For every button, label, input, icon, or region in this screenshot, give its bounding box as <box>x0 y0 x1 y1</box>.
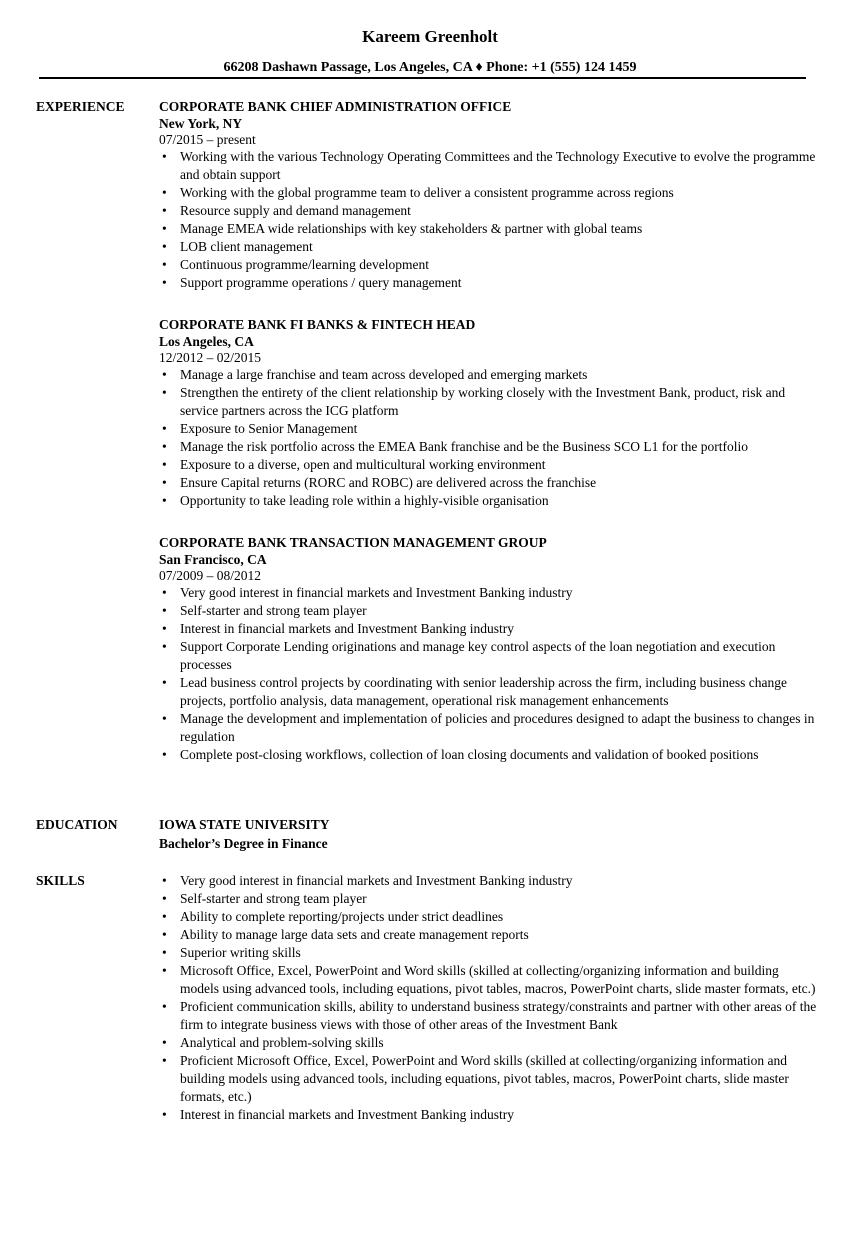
job-dates: 12/2012 – 02/2015 <box>159 350 262 365</box>
bullet-item: • Lead business control projects by coordinating with senior leadership across the firm, including business change projects, portfolio analysis, data management, operational risk management enhancements <box>159 674 819 710</box>
bullet-item: • Interest in financial markets and Investment Banking industry <box>159 620 819 638</box>
skill-item: • Ability to manage large data sets and create management reports <box>159 926 819 944</box>
bullet-item: • Continuous programme/learning development <box>159 256 819 274</box>
section-title-experience: EXPERIENCE <box>36 99 125 114</box>
job-entry <box>159 534 819 764</box>
header-divider <box>39 77 806 79</box>
experience-content <box>159 98 819 764</box>
job-dates: 07/2015 – present <box>159 132 256 147</box>
skills-content <box>159 872 819 1124</box>
job-location: San Francisco, CA <box>159 552 267 567</box>
section-title-skills: SKILLS <box>36 873 85 888</box>
bullet-item: • Opportunity to take leading role within a highly-visible organisation <box>159 492 819 510</box>
bullet-item: • Exposure to Senior Management <box>159 420 819 438</box>
bullet-item: • Manage a large franchise and team across developed and emerging markets <box>159 366 819 384</box>
bullet-item: • Complete post-closing workflows, collection of loan closing documents and validation of booked positions <box>159 746 819 764</box>
job-title: CORPORATE BANK FI BANKS & FINTECH HEAD <box>159 317 476 332</box>
job-entry <box>159 316 819 510</box>
job-location: Los Angeles, CA <box>159 334 254 349</box>
bullet-item: • LOB client management <box>159 238 819 256</box>
skill-item: • Analytical and problem-solving skills <box>159 1034 819 1052</box>
job-bullets <box>159 366 819 510</box>
job-title: CORPORATE BANK TRANSACTION MANAGEMENT GROUP <box>159 535 547 550</box>
bullet-item: • Support Corporate Lending originations and manage key control aspects of the loan negotiation and execution processes <box>159 638 819 674</box>
education-content <box>159 816 819 852</box>
bullet-item: • Support programme operations / query management <box>159 274 819 292</box>
job-dates: 07/2009 – 08/2012 <box>159 568 262 583</box>
skill-item: • Self-starter and strong team player <box>159 890 819 908</box>
contact-line: 66208 Dashawn Passage, Los Angeles, CA ♦ Phone: +1 (555) 124 1459 <box>223 60 637 75</box>
skill-item: • Very good interest in financial markets and Investment Banking industry <box>159 872 819 890</box>
bullet-item: • Ensure Capital returns (RORC and ROBC) are delivered across the franchise <box>159 474 819 492</box>
skill-item: • Proficient communication skills, ability to understand business strategy/constraints and partner with other areas of the firm to integrate business views with those of other areas of the Investment Bank <box>159 998 819 1034</box>
job-entry <box>159 98 819 292</box>
bullet-item: • Exposure to a diverse, open and multicultural working environment <box>159 456 819 474</box>
skill-item: • Proficient Microsoft Office, Excel, PowerPoint and Word skills (skilled at collecting/organizing information and building models using advanced tools, including equations, pivot tables, macros, PowerPoint charts, slide master formats, etc.) <box>159 1052 819 1106</box>
bullet-item: • Very good interest in financial markets and Investment Banking industry <box>159 584 819 602</box>
degree: Bachelor’s Degree in Finance <box>159 836 328 851</box>
section-title-education: EDUCATION <box>36 817 118 832</box>
skill-item: • Interest in financial markets and Investment Banking industry <box>159 1106 819 1124</box>
bullet-item: • Manage the risk portfolio across the EMEA Bank franchise and be the Business SCO L1 for the portfolio <box>159 438 819 456</box>
job-bullets <box>159 584 819 764</box>
bullet-item: • Self-starter and strong team player <box>159 602 819 620</box>
school-name: IOWA STATE UNIVERSITY <box>159 817 330 832</box>
bullet-item: • Working with the various Technology Operating Committees and the Technology Executive to evolve the programme and obtain support <box>159 148 819 184</box>
skill-item: • Microsoft Office, Excel, PowerPoint and Word skills (skilled at collecting/organizing information and building models using advanced tools, including equations, pivot tables, macros, PowerPoint charts, slide master formats, etc.) <box>159 962 819 998</box>
skills-list <box>159 872 819 1124</box>
bullet-item: • Manage the development and implementation of policies and procedures designed to adapt the business to changes in regulation <box>159 710 819 746</box>
job-title: CORPORATE BANK CHIEF ADMINISTRATION OFFICE <box>159 99 512 114</box>
candidate-name: Kareem Greenholt <box>362 27 498 46</box>
bullet-item: • Manage EMEA wide relationships with key stakeholders & partner with global teams <box>159 220 819 238</box>
skill-item: • Ability to complete reporting/projects under strict deadlines <box>159 908 819 926</box>
job-location: New York, NY <box>159 116 243 131</box>
job-bullets <box>159 148 819 292</box>
bullet-item: • Strengthen the entirety of the client relationship by working closely with the Investment Bank, product, risk and service partners across the ICG platform <box>159 384 819 420</box>
bullet-item: • Resource supply and demand management <box>159 202 819 220</box>
skill-item: • Superior writing skills <box>159 944 819 962</box>
bullet-item: • Working with the global programme team to deliver a consistent programme across regions <box>159 184 819 202</box>
